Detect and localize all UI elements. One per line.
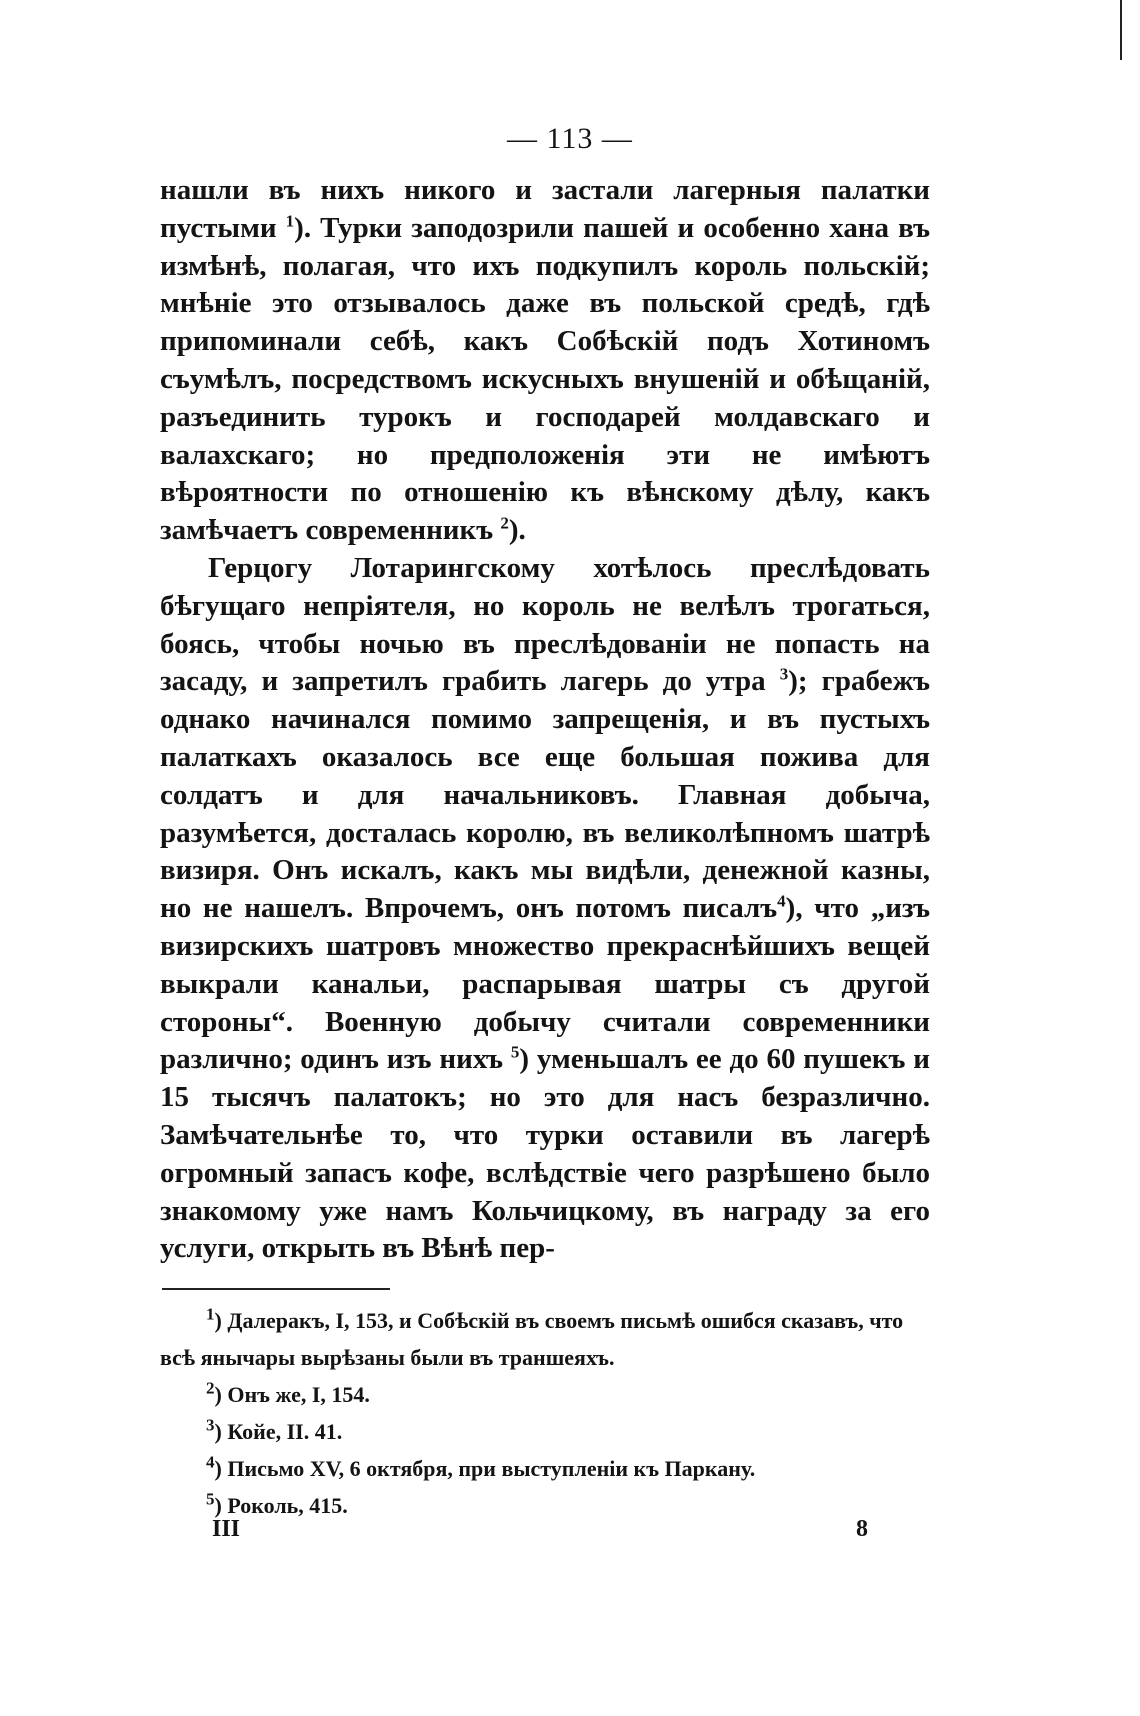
paragraph-text: ). Турки заподозрили пашей и особенно хана въ измѣнѣ, полагая, что ихъ подкупилъ король польскій; мнѣніе это отзывалось даже въ польской средѣ, гдѣ припоминали себѣ, какъ Собѣскій подъ Хотиномъ съумѣлъ, посредствомъ искусныхъ внушеній и обѣщаній, разъединить турокъ и господарей молдавскаго и валахскаго; но предположенія эти не имѣютъ вѣроятности по отношенію къ вѣнскому дѣлу, какъ замѣчаетъ современникъ <box>160 211 930 547</box>
footnote-marker: 2 <box>206 1378 215 1398</box>
footnote-marker: 4 <box>206 1452 215 1472</box>
page-number: — 113 — <box>507 122 633 155</box>
footnote <box>160 1376 930 1413</box>
footnote-separator <box>162 1288 390 1290</box>
footnote-marker: 5 <box>206 1489 215 1509</box>
paragraph-text: ), что „изъ визирскихъ шатровъ множество прекраснѣйшихъ вещей выкрали канальи, распарывая шатры съ другой стороны“. Военную добычу считали современники различно; одинъ изъ нихъ <box>160 892 930 1076</box>
footnote-reference: 2 <box>500 513 509 533</box>
footnote-reference: 1 <box>285 211 295 231</box>
footnote-reference: 5 <box>510 1042 520 1062</box>
footnote-text: ) Койе, II. 41. <box>214 1419 343 1444</box>
footnote-reference: 4 <box>777 891 786 911</box>
volume-signature: III <box>212 1516 241 1542</box>
footnote-text: ) Далеракъ, I, 153, и Собѣскій въ своемъ письмѣ ошибся сказавъ, что всѣ янычары вырѣзаны были въ траншеяхъ. <box>160 1308 904 1370</box>
footnotes <box>160 1302 930 1524</box>
paragraph-text: нашли въ нихъ никого и застали лагерныя палатки пустыми <box>160 174 930 244</box>
page-edge-line <box>1120 0 1122 60</box>
footnote-marker: 1 <box>206 1304 215 1324</box>
paragraph <box>160 172 930 550</box>
footnote <box>160 1302 930 1376</box>
footnote-text: ) Письмо XV, 6 октября, при выступленіи къ Паркану. <box>214 1456 756 1481</box>
footnote <box>160 1487 930 1524</box>
footnote-marker: 3 <box>206 1415 215 1435</box>
paragraph-text: Герцогу Лотарингскому хотѣлось преслѣдовать бѣгущаго непріятеля, но король не велѣлъ трогаться, боясь, чтобы ночью въ преслѣдованіи не попасть на засаду, и запретилъ грабить лагерь до утра <box>160 551 930 698</box>
main-text <box>160 172 930 1268</box>
footnote-text: ) Онъ же, I, 154. <box>214 1382 370 1407</box>
footnote <box>160 1450 930 1487</box>
paragraph-text: ); грабежъ однако начинался помимо запрещенія, и въ пустыхъ палаткахъ оказалось все еще большая пожива для солдатъ и для начальниковъ. Главная добыча, разумѣется, досталась королю, въ великолѣпномъ шатрѣ визиря. Онъ искалъ, какъ мы видѣли, денежной казны, но не нашелъ. Впрочемъ, онъ потомъ писалъ <box>160 665 930 925</box>
footnote-reference: 3 <box>779 664 789 684</box>
footnote-text: ) Роколь, 415. <box>214 1493 348 1518</box>
paragraph-text: ) уменьшалъ ее до 60 пушекъ и 15 тысячъ палатокъ; но это для насъ безразлично. Замѣчательнѣе то, что турки оставили въ лагерѣ огромный запасъ кофе, вслѣдствіе чего разрѣшено было знакомому уже намъ Кольчицкому, въ награду за его услуги, открыть въ Вѣнѣ пер- <box>160 1043 930 1265</box>
paragraph <box>160 550 930 1268</box>
sheet-signature: 8 <box>856 1516 868 1542</box>
paragraph-text: ). <box>508 514 526 547</box>
footnote <box>160 1413 930 1450</box>
